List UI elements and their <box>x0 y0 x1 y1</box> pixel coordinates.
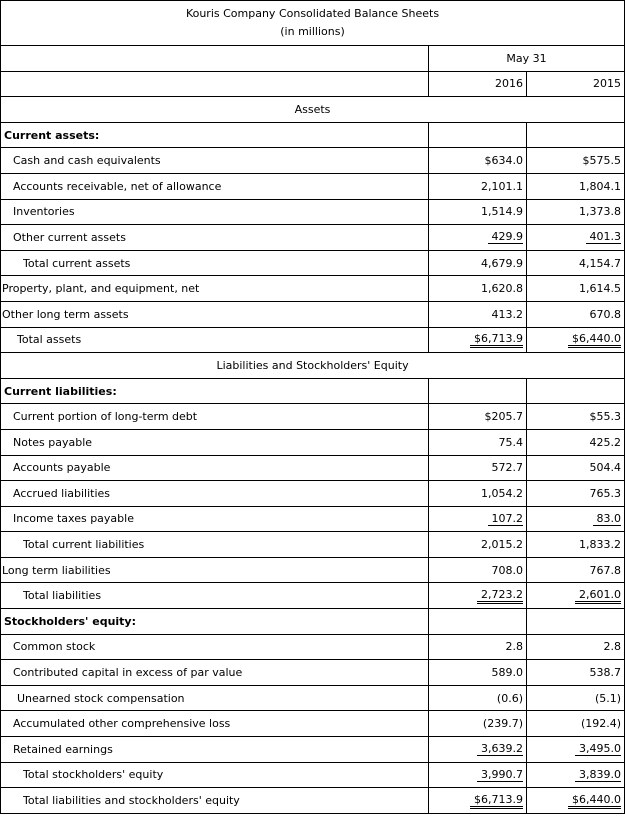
table-row <box>1 583 625 609</box>
liabilities-section-heading: Liabilities and Stockholders' Equity <box>1 353 625 379</box>
value-2015: 1,833.2 <box>527 532 625 558</box>
value-2016: 3,990.7 <box>477 768 523 782</box>
value-2016: 3,639.2 <box>477 742 523 756</box>
table-row <box>1 429 625 455</box>
value-2016: 1,054.2 <box>429 481 527 507</box>
value-2016: $6,713.9 <box>470 793 523 809</box>
value-2015: 3,839.0 <box>575 768 621 782</box>
value-2015: $6,440.0 <box>568 793 621 809</box>
row-label: Current portion of long-term debt <box>1 404 429 430</box>
row-label: Cash and cash equivalents <box>1 148 429 174</box>
value-2016: 2.8 <box>429 634 527 660</box>
value-2015: 1,614.5 <box>527 276 625 302</box>
table-row <box>1 532 625 558</box>
row-label: Accumulated other comprehensive loss <box>1 711 429 737</box>
value-2015: $6,440.0 <box>568 332 621 348</box>
current-liabilities-heading: Current liabilities: <box>1 378 429 404</box>
value-2016: 572.7 <box>429 455 527 481</box>
value-2015: 670.8 <box>527 301 625 327</box>
year-2016-header: 2016 <box>429 71 527 97</box>
value-2016: 4,679.9 <box>429 250 527 276</box>
value-2015: 3,495.0 <box>575 742 621 756</box>
value-2015: 2,601.0 <box>575 588 621 604</box>
table-row <box>1 481 625 507</box>
row-label: Inventories <box>1 199 429 225</box>
table-row <box>1 660 625 686</box>
row-label: Accounts receivable, net of allowance <box>1 173 429 199</box>
table-row <box>1 557 625 583</box>
table-row <box>1 276 625 302</box>
row-label: Accounts payable <box>1 455 429 481</box>
table-row <box>1 609 625 635</box>
value-2015: 425.2 <box>527 429 625 455</box>
table-row <box>1 455 625 481</box>
value-2015: 1,373.8 <box>527 199 625 225</box>
value-2016: (239.7) <box>429 711 527 737</box>
row-label: Common stock <box>1 634 429 660</box>
value-2015: (192.4) <box>527 711 625 737</box>
value-2016: $634.0 <box>429 148 527 174</box>
value-2016: $205.7 <box>429 404 527 430</box>
table-row <box>1 404 625 430</box>
row-label: Total liabilities and stockholders' equity <box>1 788 429 814</box>
row-label: Total current assets <box>1 250 429 276</box>
table-row <box>1 250 625 276</box>
row-label: Total liabilities <box>1 583 429 609</box>
value-2015: (5.1) <box>527 685 625 711</box>
row-label: Accrued liabilities <box>1 481 429 507</box>
table-row <box>1 762 625 788</box>
year-row <box>1 71 625 97</box>
table-row <box>1 225 625 251</box>
row-label: Retained earnings <box>1 737 429 763</box>
value-2015: 538.7 <box>527 660 625 686</box>
value-2016: 589.0 <box>429 660 527 686</box>
row-label: Total current liabilities <box>1 532 429 558</box>
equity-heading: Stockholders' equity: <box>1 609 429 635</box>
value-2016: 107.2 <box>488 512 524 526</box>
value-2016: 1,620.8 <box>429 276 527 302</box>
title-row <box>1 1 625 46</box>
period-header: May 31 <box>429 46 625 72</box>
row-label: Income taxes payable <box>1 506 429 532</box>
row-label: Unearned stock compensation <box>1 685 429 711</box>
row-label: Other current assets <box>1 225 429 251</box>
value-2016: 2,101.1 <box>429 173 527 199</box>
value-2016: 413.2 <box>429 301 527 327</box>
value-2015: 2.8 <box>527 634 625 660</box>
value-2016: 75.4 <box>429 429 527 455</box>
table-row <box>1 122 625 148</box>
row-label: Long term liabilities <box>1 557 429 583</box>
value-2015: 1,804.1 <box>527 173 625 199</box>
table-row <box>1 378 625 404</box>
period-row <box>1 46 625 72</box>
current-assets-heading: Current assets: <box>1 122 429 148</box>
section-row <box>1 353 625 379</box>
value-2015: 765.3 <box>527 481 625 507</box>
row-label: Property, plant, and equipment, net <box>1 276 429 302</box>
table-row <box>1 788 625 814</box>
row-label: Contributed capital in excess of par value <box>1 660 429 686</box>
value-2016: 429.9 <box>488 230 524 244</box>
value-2016: 2,015.2 <box>429 532 527 558</box>
row-label: Other long term assets <box>1 301 429 327</box>
value-2016: (0.6) <box>429 685 527 711</box>
table-row <box>1 634 625 660</box>
value-2016: 1,514.9 <box>429 199 527 225</box>
value-2016: 2,723.2 <box>477 588 523 604</box>
value-2015: 401.3 <box>586 230 622 244</box>
value-2015: 83.0 <box>593 512 622 526</box>
row-label: Notes payable <box>1 429 429 455</box>
table-row <box>1 506 625 532</box>
table-row <box>1 711 625 737</box>
value-2015: $575.5 <box>527 148 625 174</box>
section-row <box>1 97 625 123</box>
value-2015: 504.4 <box>527 455 625 481</box>
table-row <box>1 148 625 174</box>
table-row <box>1 199 625 225</box>
value-2015: 4,154.7 <box>527 250 625 276</box>
table-title: Kouris Company Consolidated Balance Sheets <box>185 7 440 20</box>
table-row <box>1 685 625 711</box>
row-label: Total stockholders' equity <box>1 762 429 788</box>
row-label: Total assets <box>1 327 429 353</box>
value-2015: $55.3 <box>527 404 625 430</box>
table-row <box>1 173 625 199</box>
table-row <box>1 327 625 353</box>
table-subtitle: (in millions) <box>280 25 345 38</box>
value-2015: 767.8 <box>527 557 625 583</box>
table-row <box>1 301 625 327</box>
table-row <box>1 737 625 763</box>
assets-section-heading: Assets <box>1 97 625 123</box>
table-title-cell <box>1 1 625 46</box>
value-2016: $6,713.9 <box>470 332 523 348</box>
value-2016: 708.0 <box>429 557 527 583</box>
year-2015-header: 2015 <box>527 71 625 97</box>
